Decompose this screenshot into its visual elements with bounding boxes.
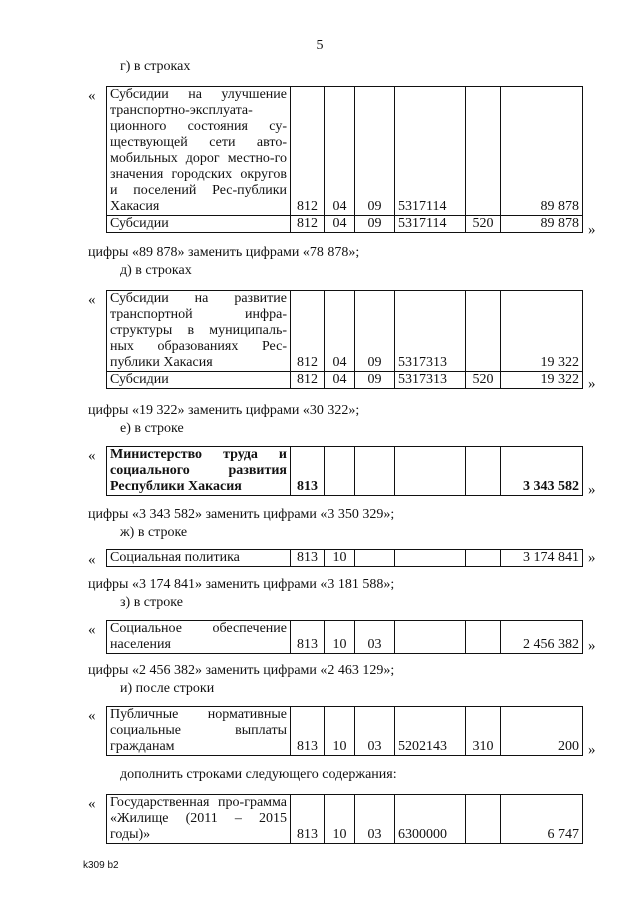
cell-target: 5317114 <box>395 87 466 216</box>
section-heading-g: г) в строках <box>120 59 191 74</box>
cell-subsection: 09 <box>355 87 395 216</box>
cell-type <box>466 291 501 372</box>
cell-type: 520 <box>466 372 501 389</box>
table-g <box>106 86 583 233</box>
quote-close: » <box>588 638 596 654</box>
table-row <box>107 707 583 756</box>
quote-close: » <box>588 742 596 758</box>
cell-code: 812 <box>291 372 325 389</box>
section-heading-z: з) в строке <box>120 595 183 610</box>
instruction-i: дополнить строками следующего содержания: <box>120 767 397 782</box>
table-row <box>107 621 583 654</box>
quote-open: « <box>88 292 96 308</box>
cell-type: 520 <box>466 216 501 233</box>
instruction-zh: цифры «3 174 841» заменить цифрами «3 181 588»; <box>88 577 395 592</box>
table-e <box>106 446 583 496</box>
table-row <box>107 795 583 844</box>
table-row <box>107 216 583 233</box>
table-d <box>106 290 583 389</box>
cell-subsection: 03 <box>355 795 395 844</box>
table-row <box>107 550 583 567</box>
page-number: 5 <box>316 38 324 53</box>
quote-open: « <box>88 622 96 638</box>
cell-subsection: 03 <box>355 707 395 756</box>
cell-subsection: 09 <box>355 216 395 233</box>
table-i <box>106 706 583 756</box>
instruction-e: цифры «3 343 582» заменить цифрами «3 350 329»; <box>88 507 395 522</box>
cell-type <box>466 621 501 654</box>
cell-section: 10 <box>325 621 355 654</box>
cell-section <box>325 447 355 496</box>
table-row <box>107 291 583 372</box>
cell-type <box>466 87 501 216</box>
cell-amount: 6 747 <box>501 795 583 844</box>
cell-amount: 89 878 <box>501 216 583 233</box>
cell-name: Социальное обеспечение населения <box>107 621 291 654</box>
cell-name: Субсидии на улучшение транспортно-эксплуата-ционного состояния су-ществующей сети авто-мобильных дорог местно-го значения городских округов и поселений Рес-публики Хакасия <box>107 87 291 216</box>
cell-section: 10 <box>325 550 355 567</box>
cell-target: 5202143 <box>395 707 466 756</box>
cell-name: Публичные нормативные социальные выплаты гражданам <box>107 707 291 756</box>
cell-subsection: 03 <box>355 621 395 654</box>
cell-name: Субсидии <box>107 216 291 233</box>
cell-name: Министерство труда и социального развития Республики Хакасия <box>107 447 291 496</box>
cell-code: 812 <box>291 216 325 233</box>
cell-name: Субсидии на развитие транспортной инфра-структуры в муниципаль-ных образованиях Рес-публики Хакасия <box>107 291 291 372</box>
cell-target: 5317313 <box>395 372 466 389</box>
quote-close: » <box>588 222 596 238</box>
cell-target <box>395 621 466 654</box>
cell-target: 5317313 <box>395 291 466 372</box>
cell-target: 5317114 <box>395 216 466 233</box>
cell-amount: 200 <box>501 707 583 756</box>
cell-code: 813 <box>291 707 325 756</box>
cell-amount: 89 878 <box>501 87 583 216</box>
cell-code: 812 <box>291 87 325 216</box>
cell-subsection: 09 <box>355 372 395 389</box>
quote-close: » <box>588 482 596 498</box>
cell-section: 10 <box>325 707 355 756</box>
section-heading-d: д) в строках <box>120 263 192 278</box>
quote-open: « <box>88 88 96 104</box>
quote-open: « <box>88 708 96 724</box>
cell-code: 813 <box>291 550 325 567</box>
instruction-d: цифры «19 322» заменить цифрами «30 322»; <box>88 403 360 418</box>
cell-target <box>395 550 466 567</box>
cell-target: 6300000 <box>395 795 466 844</box>
cell-subsection <box>355 447 395 496</box>
cell-type <box>466 447 501 496</box>
cell-amount: 19 322 <box>501 372 583 389</box>
cell-name: Социальная политика <box>107 550 291 567</box>
quote-open: « <box>88 448 96 464</box>
cell-name: Субсидии <box>107 372 291 389</box>
cell-type: 310 <box>466 707 501 756</box>
cell-code: 813 <box>291 447 325 496</box>
cell-code: 812 <box>291 291 325 372</box>
table-z <box>106 620 583 654</box>
quote-open: « <box>88 552 96 568</box>
quote-open: « <box>88 796 96 812</box>
cell-subsection: 09 <box>355 291 395 372</box>
cell-section: 04 <box>325 291 355 372</box>
table-row <box>107 87 583 216</box>
cell-section: 04 <box>325 216 355 233</box>
cell-name: Государственная про-грамма «Жилище (2011 – 2015 годы)» <box>107 795 291 844</box>
table-row <box>107 447 583 496</box>
instruction-g: цифры «89 878» заменить цифрами «78 878»; <box>88 245 360 260</box>
cell-section: 10 <box>325 795 355 844</box>
cell-target <box>395 447 466 496</box>
table-zh <box>106 549 583 567</box>
table-row <box>107 372 583 389</box>
cell-amount: 3 343 582 <box>501 447 583 496</box>
cell-section: 04 <box>325 87 355 216</box>
cell-subsection <box>355 550 395 567</box>
cell-code: 813 <box>291 621 325 654</box>
cell-code: 813 <box>291 795 325 844</box>
section-heading-zh: ж) в строке <box>120 525 188 540</box>
cell-amount: 3 174 841 <box>501 550 583 567</box>
footer-code: k309 b2 <box>83 860 119 871</box>
quote-close: » <box>588 550 596 566</box>
section-heading-e: е) в строке <box>120 421 184 436</box>
cell-section: 04 <box>325 372 355 389</box>
section-heading-i: и) после строки <box>120 681 215 696</box>
table-new <box>106 794 583 844</box>
cell-type <box>466 550 501 567</box>
instruction-z: цифры «2 456 382» заменить цифрами «2 463 129»; <box>88 663 395 678</box>
cell-type <box>466 795 501 844</box>
cell-amount: 2 456 382 <box>501 621 583 654</box>
quote-close: » <box>588 376 596 392</box>
cell-amount: 19 322 <box>501 291 583 372</box>
